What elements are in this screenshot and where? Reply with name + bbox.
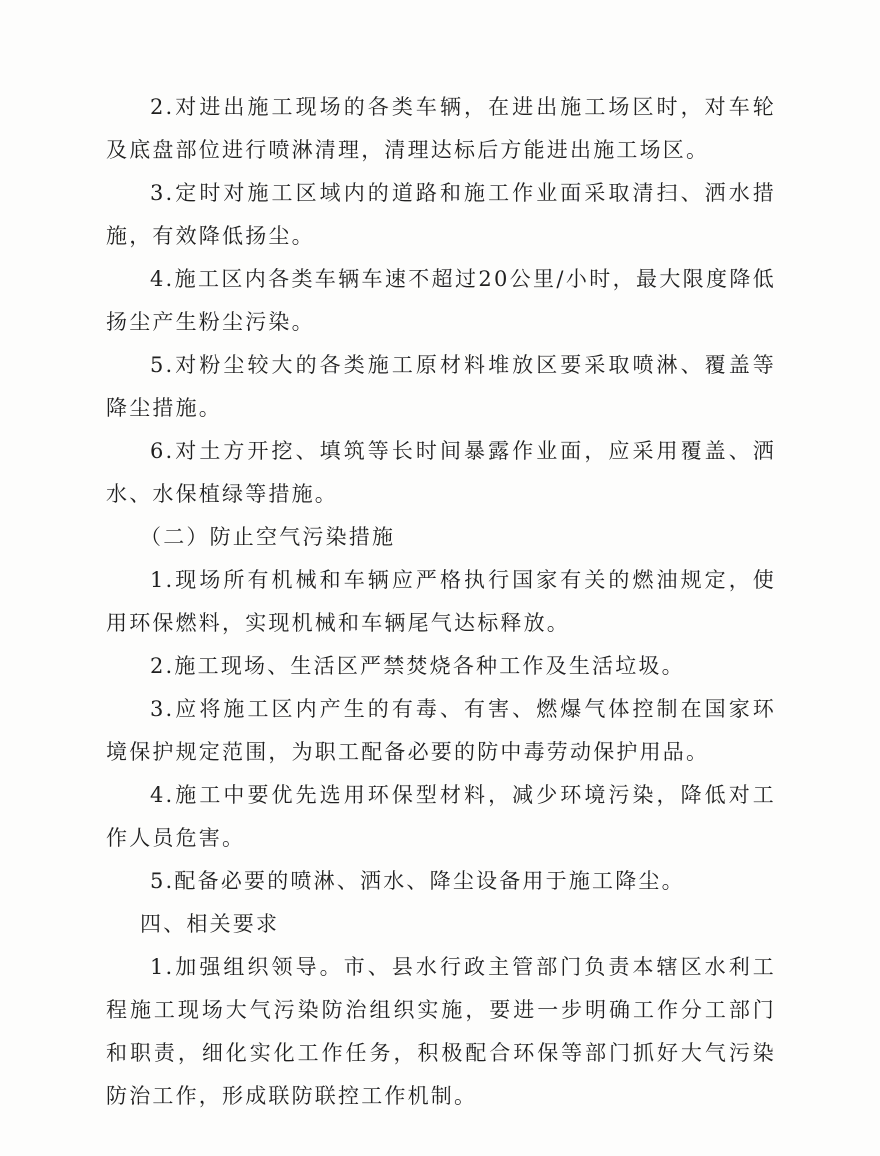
- paragraph-road-sweeping: 3.定时对施工区域内的道路和施工作业面采取清扫、洒水措施，有效降低扬尘。: [106, 181, 776, 248]
- paragraph-dust-equipment: 5.配备必要的喷淋、洒水、降尘设备用于施工降尘。: [150, 869, 685, 893]
- paragraph-fuel-rules: 1.现场所有机械和车辆应严格执行国家有关的燃油规定，使用环保燃料，实现机械和车辆尾气达标释放。: [106, 568, 776, 635]
- document-body: [106, 86, 776, 1118]
- paragraph-toxic-gas: 3.应将施工区内产生的有毒、有害、燃爆气体控制在国家环境保护规定范围，为职工配备必要的防中毒劳动保护用品。: [106, 697, 776, 764]
- paragraph-eco-materials: 4.施工中要优先选用环保型材料，减少环境污染，降低对工作人员危害。: [106, 783, 776, 850]
- paragraph-no-burning: 2.施工现场、生活区严禁焚烧各种工作及生活垃圾。: [150, 654, 685, 678]
- paragraph-speed-limit: 4.施工区内各类车辆车速不超过20公里/小时，最大限度降低扬尘产生粉尘污染。: [106, 267, 776, 334]
- paragraph-vehicle-cleaning: 2.对进出施工现场的各类车辆，在进出施工场区时，对车轮及底盘部位进行喷淋清理，清理达标后方能进出施工场区。: [106, 95, 776, 162]
- section-heading-requirements: 四、相关要求: [140, 912, 280, 936]
- section-heading-air-pollution: （二）防止空气污染措施: [140, 525, 396, 549]
- paragraph-leadership: 1.加强组织领导。市、县水行政主管部门负责本辖区水利工程施工现场大气污染防治组织实施，要进一步明确工作分工部门和职责，细化实化工作任务，积极配合环保等部门抓好大气污染防治工作，形成联防联控工作机制。: [106, 955, 776, 1108]
- paragraph-earthwork: 6.对土方开挖、填筑等长时间暴露作业面，应采用覆盖、洒水、水保植绿等措施。: [106, 439, 776, 506]
- paragraph-material-storage: 5.对粉尘较大的各类施工原材料堆放区要采取喷淋、覆盖等降尘措施。: [106, 353, 776, 420]
